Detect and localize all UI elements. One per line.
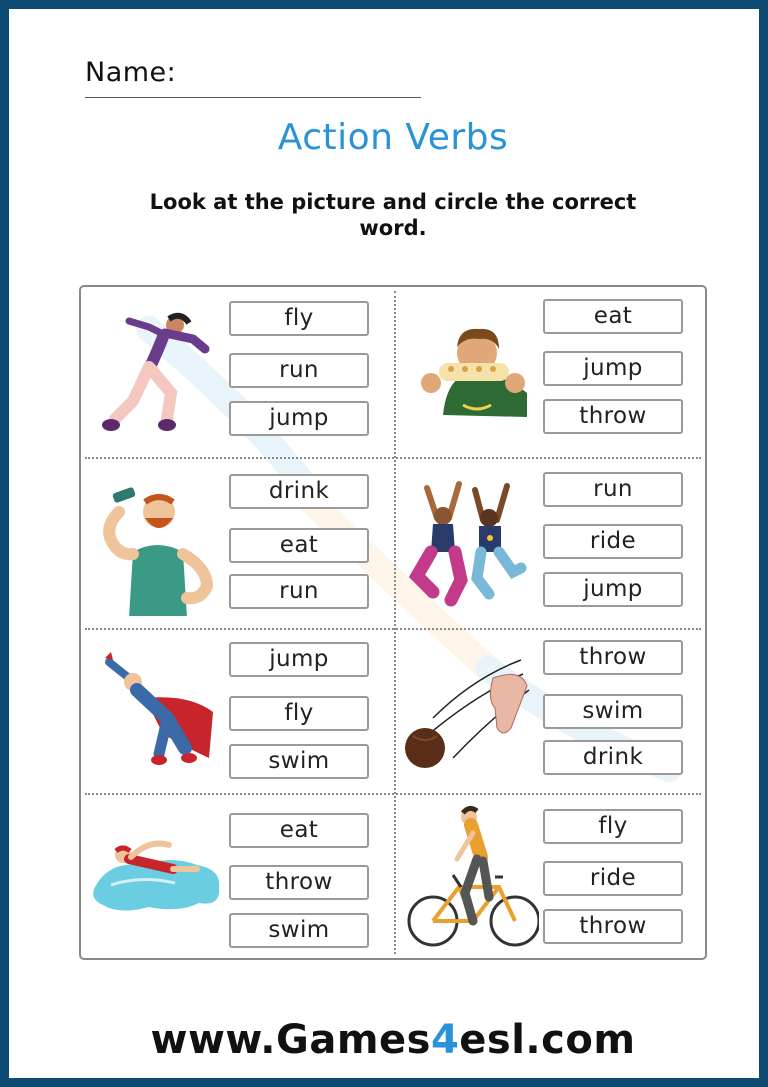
- word-option[interactable]: run: [229, 353, 369, 388]
- boy-eating-corn-illustration: [403, 297, 539, 445]
- instructions: Look at the picture and circle the correct word.: [149, 190, 637, 240]
- word-option[interactable]: eat: [543, 299, 683, 334]
- word-option[interactable]: swim: [229, 744, 369, 779]
- word-option[interactable]: swim: [229, 913, 369, 948]
- two-girls-jumping-illustration: [403, 468, 539, 616]
- name-line[interactable]: [85, 97, 421, 98]
- name-label: Name:: [85, 57, 177, 88]
- word-option[interactable]: jump: [543, 351, 683, 386]
- word-option[interactable]: run: [543, 472, 683, 507]
- exercise-grid: [79, 285, 707, 960]
- footer-url-highlight: 4: [430, 1017, 460, 1063]
- swimmer-illustration: [89, 803, 225, 951]
- word-option[interactable]: jump: [543, 572, 683, 607]
- running-woman-illustration: [89, 297, 225, 445]
- exercise-cell: [397, 460, 709, 630]
- exercise-cell: [397, 630, 709, 800]
- word-option[interactable]: jump: [229, 401, 369, 436]
- word-option[interactable]: drink: [229, 474, 369, 509]
- word-option[interactable]: run: [229, 574, 369, 609]
- word-option[interactable]: throw: [229, 865, 369, 900]
- word-option[interactable]: ride: [543, 524, 683, 559]
- footer-url-suffix: esl.com: [459, 1017, 636, 1063]
- word-option[interactable]: jump: [229, 642, 369, 677]
- footer-url-prefix: www.Games: [150, 1017, 431, 1063]
- exercise-cell: [83, 460, 395, 630]
- word-option[interactable]: throw: [543, 640, 683, 675]
- exercise-cell: [83, 289, 395, 459]
- word-option[interactable]: swim: [543, 694, 683, 729]
- man-drinking-illustration: [89, 468, 225, 616]
- exercise-cell: [397, 289, 709, 459]
- word-option[interactable]: fly: [229, 696, 369, 731]
- hand-throwing-ball-illustration: [403, 638, 539, 786]
- word-option[interactable]: ride: [543, 861, 683, 896]
- word-option[interactable]: drink: [543, 740, 683, 775]
- word-option[interactable]: eat: [229, 813, 369, 848]
- word-option[interactable]: fly: [229, 301, 369, 336]
- word-option[interactable]: throw: [543, 399, 683, 434]
- footer-url[interactable]: [9, 1017, 768, 1063]
- exercise-cell: [83, 630, 395, 800]
- page-title: Action Verbs: [277, 117, 509, 158]
- word-option[interactable]: eat: [229, 528, 369, 563]
- word-option[interactable]: throw: [543, 909, 683, 944]
- superhero-flying-illustration: [89, 638, 225, 786]
- exercise-cell: [397, 795, 709, 965]
- word-option[interactable]: fly: [543, 809, 683, 844]
- exercise-cell: [83, 795, 395, 965]
- woman-riding-bike-illustration: [403, 803, 539, 951]
